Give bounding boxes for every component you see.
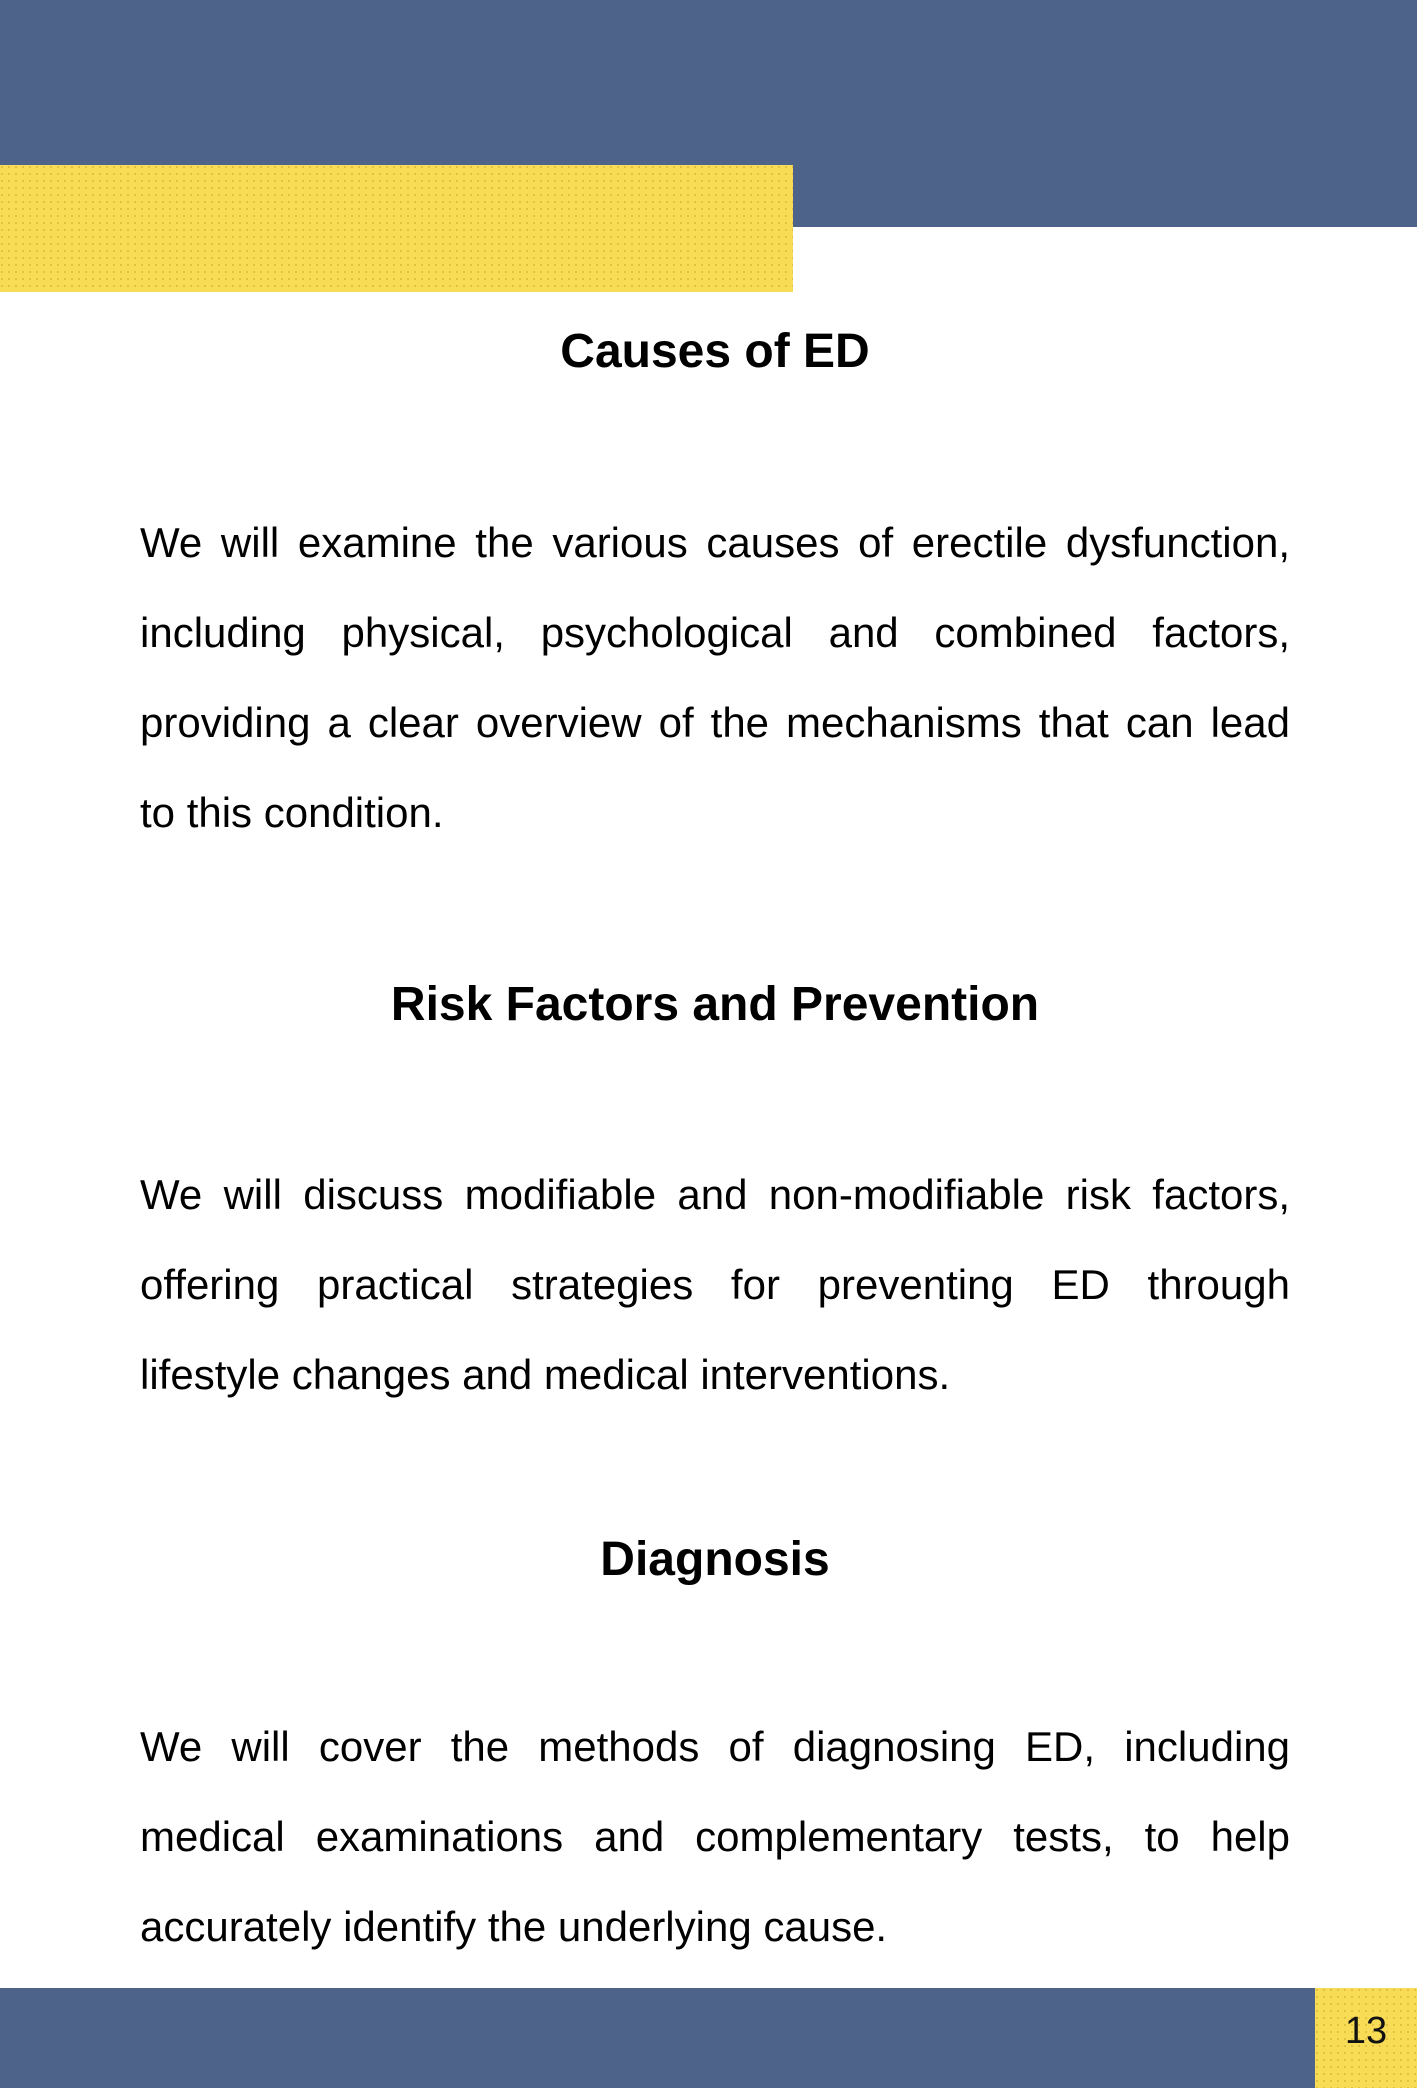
paragraph-line: We will cover the methods of diagnosing ED, including (140, 1723, 1290, 1770)
paragraph-diagnosis (140, 1702, 1290, 1972)
page-number-box (1315, 1988, 1417, 2088)
paragraph-line: accurately identify the underlying cause. (140, 1903, 888, 1950)
paragraph-line: We will examine the various causes of erectile dysfunction, (140, 519, 1290, 566)
section-heading-risk-factors: Risk Factors and Prevention (390, 978, 1040, 1031)
paragraph-line: lifestyle changes and medical interventions. (140, 1351, 951, 1398)
paragraph-line: to this condition. (140, 789, 444, 836)
paragraph-risk-factors (140, 1150, 1290, 1420)
section-heading-causes: Causes of ED (560, 325, 870, 378)
page-number: 13 (1344, 2010, 1388, 2052)
paragraph-line: offering practical strategies for preventing ED through (140, 1261, 1290, 1308)
paragraph-line: medical examinations and complementary tests, to help (140, 1813, 1290, 1860)
accent-rectangle (0, 165, 793, 292)
footer-band (0, 1988, 1417, 2088)
paragraph-line: We will discuss modifiable and non-modifiable risk factors, (140, 1171, 1290, 1218)
paragraph-line: providing a clear overview of the mechanisms that can lead (140, 699, 1290, 746)
paragraph-line: including physical, psychological and combined factors, (140, 609, 1290, 656)
paragraph-causes (140, 498, 1290, 858)
section-heading-diagnosis: Diagnosis (600, 1533, 830, 1586)
